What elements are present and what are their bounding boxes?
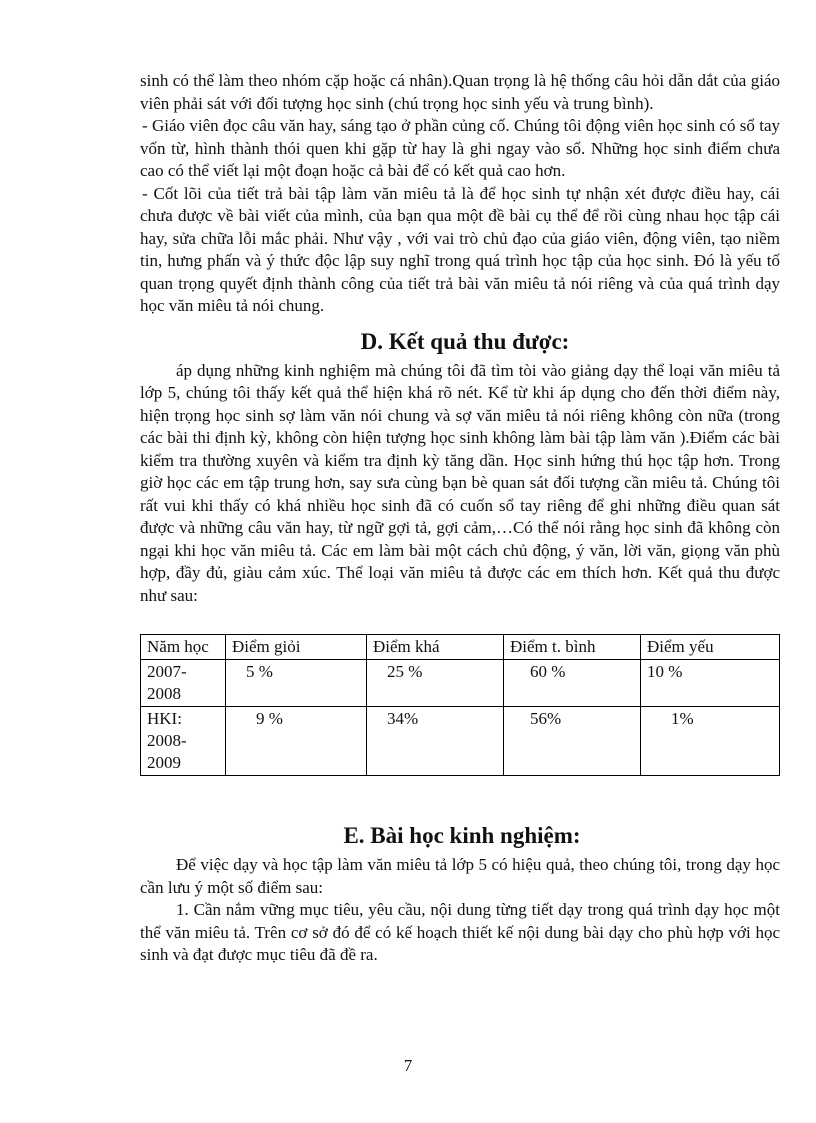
header-cell: Điểm giỏi	[226, 635, 367, 660]
header-cell: Điểm t. bình	[504, 635, 641, 660]
table-cell-year: 2007-2008	[141, 660, 226, 707]
paragraph-core-lesson: - Cốt lõi của tiết trả bài tập làm văn miêu tả là để học sinh tự nhận xét được điều hay, cái chưa được về bài viết của mình, của bạn qua một đề bài cụ thể để rồi cùng nhau học tập cái hay, sửa chữa lỗi mắc phải. Như vậy , với vai trò chủ đạo của giáo viên, động viên, tạo niềm tin, hưng phấn và ý thức độc lập suy nghĩ trong quá trình học tập của học sinh. Đó là yếu tố quan trọng quyết định thành công của tiết trả bài văn miêu tả nói riêng và của quá trình dạy học văn miêu tả nói chung.	[140, 183, 780, 315]
table-cell	[367, 707, 504, 776]
section-e-heading: E. Bài học kinh nghiệm:	[343, 823, 581, 848]
table-cell	[641, 660, 780, 707]
document-page	[140, 70, 780, 967]
header-cell: Điểm khá	[367, 635, 504, 660]
table-cell	[641, 707, 780, 776]
cell-value: 10 %	[647, 662, 683, 681]
cell-value: 9 %	[256, 709, 283, 728]
cell-value: 34%	[387, 709, 419, 728]
table-cell	[367, 660, 504, 707]
paragraph-continuation: sinh có thể làm theo nhóm cặp hoặc cá nhân).Quan trọng là hệ thống câu hỏi dẫn dắt của giáo viên phải sát với đối tượng học sinh (chú trọng học sinh yếu và trung bình).	[140, 71, 780, 113]
section-e-intro: Để việc dạy và học tập làm văn miêu tả lớp 5 có hiệu quả, theo chúng tôi, trong dạy học cần lưu ý một số điểm sau:	[140, 855, 780, 897]
page-number: 7	[403, 1056, 413, 1075]
table-cell-year: HKI: 2008-2009	[141, 707, 226, 776]
table-cell	[504, 707, 641, 776]
cell-value: 5 %	[246, 662, 273, 681]
table-cell	[226, 660, 367, 707]
table-cell	[504, 660, 641, 707]
table-row	[141, 707, 780, 776]
table-cell	[226, 707, 367, 776]
table-header-row	[141, 635, 780, 660]
cell-value: 60 %	[530, 662, 566, 681]
cell-value: 1%	[671, 709, 694, 728]
section-d-heading: D. Kết quả thu được:	[360, 328, 570, 354]
cell-value: 56%	[530, 709, 562, 728]
cell-value: 25 %	[387, 662, 423, 681]
table-row	[141, 660, 780, 707]
section-e-item-1: 1. Cần nắm vững mục tiêu, yêu cầu, nội dung từng tiết dạy trong quá trình dạy học một thể văn miêu tả. Trên cơ sở đó để có kế hoạch thiết kế nội dung bài dạy cho phù hợp với học sinh và đạt được mục tiêu đã đề ra.	[140, 900, 780, 964]
paragraph-teacher-reads: - Giáo viên đọc câu văn hay, sáng tạo ở phần củng cố. Chúng tôi động viên học sinh có sổ tay vốn từ, hình thành thói quen khi gặp từ hay là ghi ngay vào sổ. Những học sinh điểm chưa cao có thể viết lại một đoạn hoặc cả bài để có kết quả cao hơn.	[140, 116, 780, 180]
header-cell: Năm học	[141, 635, 226, 660]
section-d-body: áp dụng những kinh nghiệm mà chúng tôi đã tìm tòi vào giảng dạy thể loại văn miêu tả lớp 5, chúng tôi thấy kết quả thể hiện khá rõ nét. Kể từ khi áp dụng cho đến thời điểm này, hiện trọng học sinh sợ làm văn nói chung và sợ văn miêu tả nói riêng không còn nữa (trong các bài thi định kỳ, không còn hiện tượng học sinh không làm bài tập làm văn ).Điểm các bài kiểm tra thường xuyên và kiểm tra định kỳ tăng dần. Học sinh hứng thú học tập hơn. Trong giờ học các em tập trung hơn, say sưa cùng bạn bè quan sát đối tượng cần miêu tả. Chúng tôi rất vui khi thấy có khá nhiều học sinh đã có cuốn sổ tay riêng để ghi những điều quan sát được và những câu văn hay, từ ngữ gợi tả, gợi cảm,…Có thể nói rằng học sinh đã không còn ngại khi học văn miêu tả. Các em làm bài một cách chủ động, ý văn, lời văn, giọng văn phù hợp, đầy đủ, giàu cảm xúc. Thể loại văn miêu tả được các em thích hơn. Kết quả thu được như sau:	[140, 360, 780, 605]
results-table	[140, 634, 780, 776]
header-cell: Điểm yếu	[641, 635, 780, 660]
